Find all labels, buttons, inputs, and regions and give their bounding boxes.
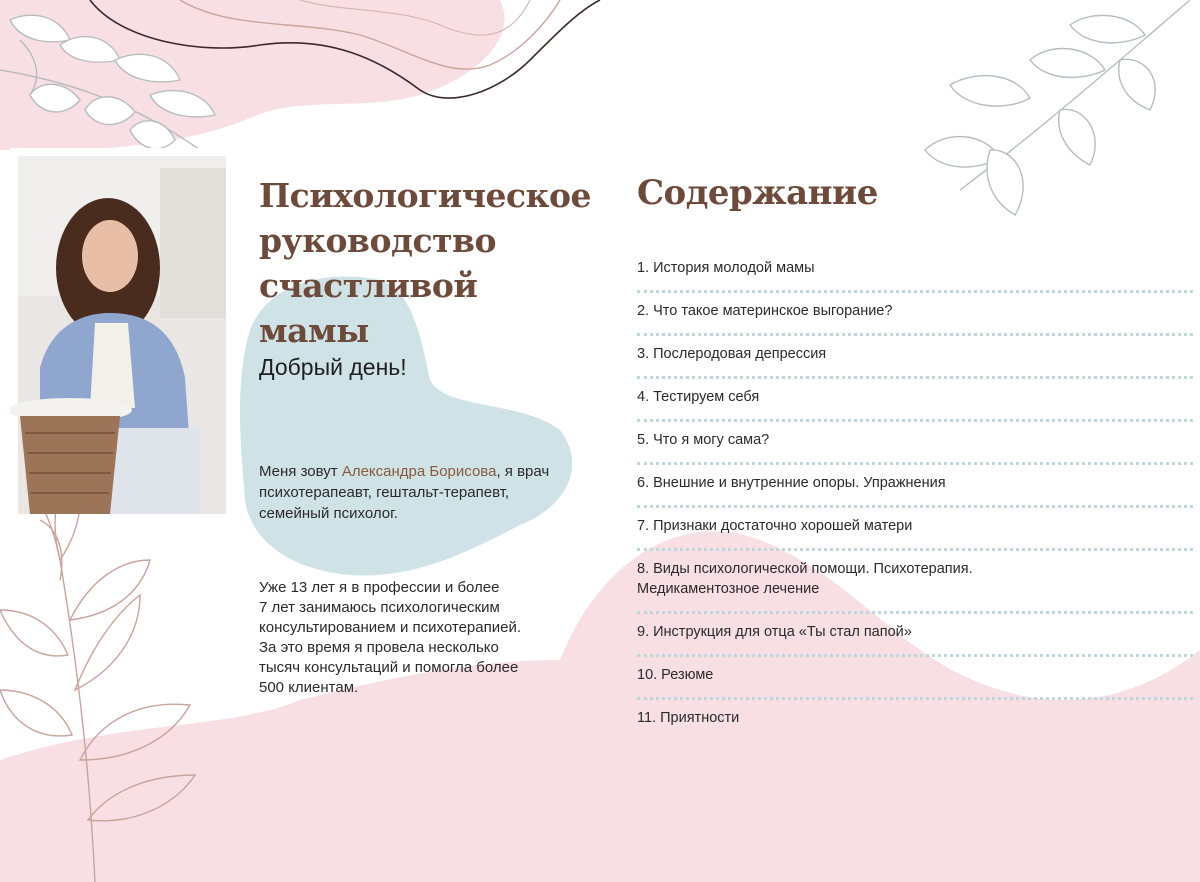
intro-text-after: , я врач психотерапеавт, гештальт-терапевт, семейный психолог.: [259, 463, 550, 522]
intro-text-before: Меня зовут: [259, 463, 342, 480]
toc-item[interactable]: 8. Виды психологической помощи. Психотерапия. Медикаментозное лечение: [637, 559, 1193, 614]
toc-item[interactable]: 2. Что такое материнское выгорание?: [637, 301, 1193, 336]
toc-item[interactable]: 3. Послеродовая депрессия: [637, 344, 1193, 379]
toc-item[interactable]: 11. Приятности: [637, 710, 740, 726]
toc-item[interactable]: 1. История молодой мамы: [637, 258, 1193, 293]
toc-item[interactable]: 9. Инструкция для отца «Ты стал папой»: [637, 622, 1193, 657]
toc-title: Содержание: [637, 173, 878, 213]
toc-item[interactable]: 7. Признаки достаточно хорошей матери: [637, 516, 1193, 551]
leaf-branch-icon: [925, 0, 1190, 215]
toc-item[interactable]: 6. Внешние и внутренние опоры. Упражнения: [637, 473, 1193, 508]
experience-text: Уже 13 лет я в профессии и более 7 лет занимаюсь психологическим консультированием и психотерапией. За это время я провела несколько тысяч консультаций и помогла более 500 клиентам.: [259, 579, 521, 696]
author-photo: [10, 148, 226, 514]
table-of-contents: [637, 258, 1193, 748]
greeting: Добрый день!: [259, 354, 407, 380]
pink-blob-top: [0, 0, 505, 150]
guide-title: Психологическое руководство счастливой мамы: [259, 176, 591, 350]
toc-item[interactable]: 10. Резюме: [637, 665, 1193, 700]
toc-item[interactable]: 4. Тестируем себя: [637, 387, 1193, 422]
toc-item[interactable]: 5. Что я могу сама?: [637, 430, 1193, 465]
author-name: Александра Борисова: [341, 463, 497, 480]
author-intro: [259, 461, 579, 524]
